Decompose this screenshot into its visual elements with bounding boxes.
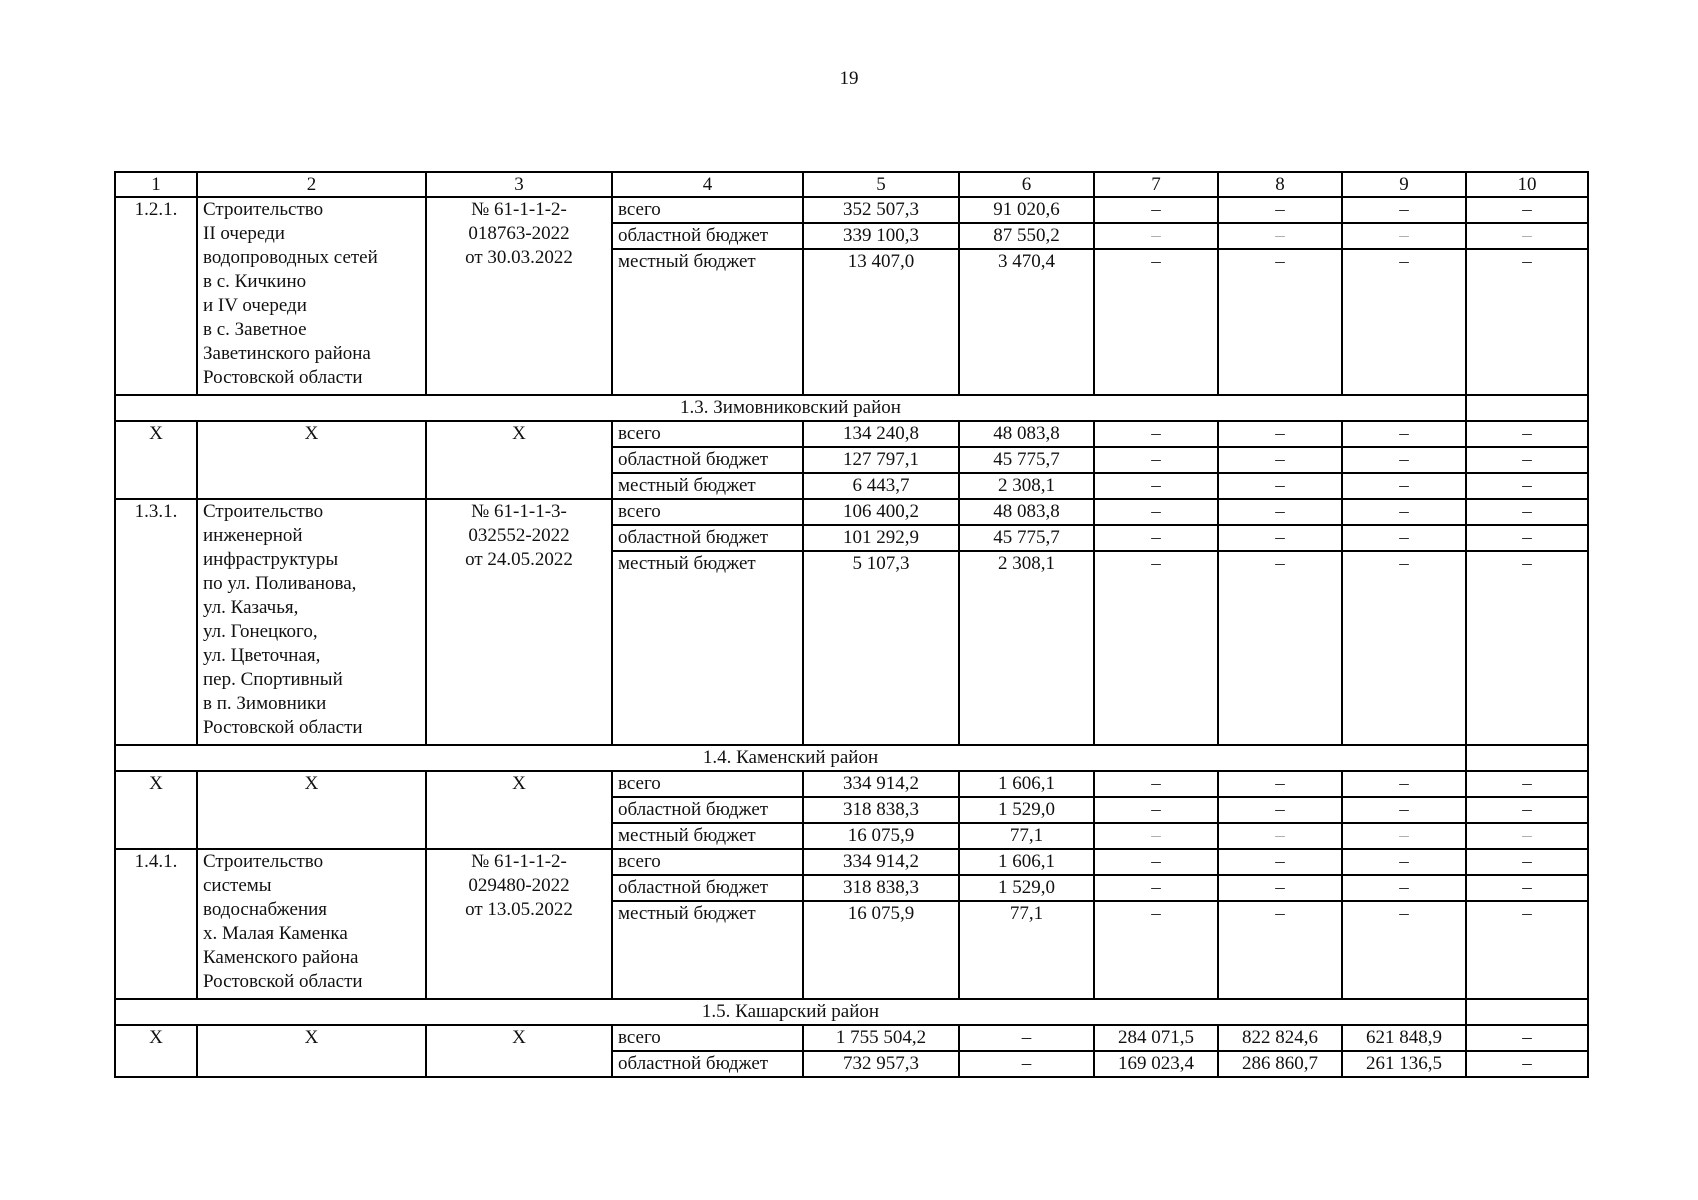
dash-cell: – (1342, 197, 1466, 223)
value-cell: 5 107,3 (803, 551, 959, 745)
dash-cell: – (1466, 473, 1588, 499)
value-cell: 1 755 504,2 (803, 1025, 959, 1051)
budget-table (114, 171, 1589, 1078)
budget-label: всего (612, 499, 803, 525)
dash-cell: – (1094, 223, 1218, 249)
section-row (115, 395, 1588, 421)
section-title: 1.5. Кашарский район (115, 999, 1466, 1025)
empty-cell (1466, 999, 1588, 1025)
value-cell: 3 470,4 (959, 249, 1094, 395)
dash-cell: – (1466, 797, 1588, 823)
x-mark: Х (426, 771, 612, 849)
dash-cell: – (1218, 499, 1342, 525)
dash-cell: – (1218, 875, 1342, 901)
dash-cell: – (1466, 551, 1588, 745)
budget-label: всего (612, 849, 803, 875)
x-mark: Х (115, 421, 197, 499)
dash-cell: – (1466, 447, 1588, 473)
value-cell: 45 775,7 (959, 447, 1094, 473)
value-cell: 101 292,9 (803, 525, 959, 551)
col-header: 7 (1094, 172, 1218, 197)
table-row (115, 849, 1588, 875)
dash-cell: – (1218, 525, 1342, 551)
budget-label: местный бюджет (612, 901, 803, 999)
value-cell: 106 400,2 (803, 499, 959, 525)
dash-cell: – (1218, 849, 1342, 875)
value-cell: 134 240,8 (803, 421, 959, 447)
dash-cell: – (1218, 197, 1342, 223)
value-cell: 284 071,5 (1094, 1025, 1218, 1051)
col-header: 4 (612, 172, 803, 197)
section-title: 1.4. Каменский район (115, 745, 1466, 771)
dash-cell: – (1094, 771, 1218, 797)
x-mark: Х (197, 1025, 426, 1077)
dash-cell: – (1094, 447, 1218, 473)
value-cell: 1 529,0 (959, 875, 1094, 901)
empty-cell (1466, 745, 1588, 771)
empty-cell (1466, 395, 1588, 421)
budget-label: областной бюджет (612, 447, 803, 473)
budget-label: областной бюджет (612, 875, 803, 901)
value-cell: 1 606,1 (959, 771, 1094, 797)
dash-cell: – (1342, 551, 1466, 745)
dash-cell: – (1466, 421, 1588, 447)
value-cell: 339 100,3 (803, 223, 959, 249)
value-cell: 334 914,2 (803, 771, 959, 797)
dash-cell: – (1094, 499, 1218, 525)
dash-cell: – (1218, 823, 1342, 849)
col-header: 5 (803, 172, 959, 197)
budget-label: местный бюджет (612, 551, 803, 745)
value-cell: 1 529,0 (959, 797, 1094, 823)
dash-cell: – (1094, 901, 1218, 999)
value-cell: 732 957,3 (803, 1051, 959, 1077)
value-cell: 1 606,1 (959, 849, 1094, 875)
dash-cell: – (1342, 499, 1466, 525)
value-cell: 318 838,3 (803, 797, 959, 823)
x-mark: Х (115, 771, 197, 849)
value-cell: – (1466, 1051, 1588, 1077)
budget-label: всего (612, 197, 803, 223)
dash-cell: – (1218, 421, 1342, 447)
dash-cell: – (1218, 249, 1342, 395)
budget-label: всего (612, 421, 803, 447)
dash-cell: – (1466, 249, 1588, 395)
value-cell: – (1466, 1025, 1588, 1051)
dash-cell: – (1466, 823, 1588, 849)
value-cell: 318 838,3 (803, 875, 959, 901)
dash-cell: – (1466, 849, 1588, 875)
item-number: 1.2.1. (115, 197, 197, 395)
value-cell: 2 308,1 (959, 551, 1094, 745)
dash-cell: – (1466, 223, 1588, 249)
header-row (115, 172, 1588, 197)
dash-cell: – (1094, 473, 1218, 499)
col-header: 10 (1466, 172, 1588, 197)
value-cell: – (959, 1025, 1094, 1051)
item-document: № 61-1-1-2- 018763-2022 от 30.03.2022 (426, 197, 612, 395)
dash-cell: – (1094, 849, 1218, 875)
item-number: 1.4.1. (115, 849, 197, 999)
section-title: 1.3. Зимовниковский район (115, 395, 1466, 421)
dash-cell: – (1218, 223, 1342, 249)
value-cell: 45 775,7 (959, 525, 1094, 551)
item-number: 1.3.1. (115, 499, 197, 745)
value-cell: 2 308,1 (959, 473, 1094, 499)
col-header: 2 (197, 172, 426, 197)
value-cell: 87 550,2 (959, 223, 1094, 249)
dash-cell: – (1342, 223, 1466, 249)
item-document: № 61-1-1-2- 029480-2022 от 13.05.2022 (426, 849, 612, 999)
budget-label: областной бюджет (612, 223, 803, 249)
budget-label: областной бюджет (612, 525, 803, 551)
dash-cell: – (1218, 901, 1342, 999)
value-cell: 91 020,6 (959, 197, 1094, 223)
budget-label: областной бюджет (612, 797, 803, 823)
dash-cell: – (1342, 473, 1466, 499)
dash-cell: – (1094, 875, 1218, 901)
value-cell: 6 443,7 (803, 473, 959, 499)
table-row (115, 771, 1588, 797)
budget-label: местный бюджет (612, 823, 803, 849)
value-cell: 261 136,5 (1342, 1051, 1466, 1077)
budget-label: местный бюджет (612, 473, 803, 499)
dash-cell: – (1342, 849, 1466, 875)
col-header: 6 (959, 172, 1094, 197)
value-cell: 13 407,0 (803, 249, 959, 395)
dash-cell: – (1342, 421, 1466, 447)
value-cell: 169 023,4 (1094, 1051, 1218, 1077)
value-cell: 16 075,9 (803, 901, 959, 999)
dash-cell: – (1342, 901, 1466, 999)
dash-cell: – (1094, 823, 1218, 849)
dash-cell: – (1218, 447, 1342, 473)
dash-cell: – (1094, 249, 1218, 395)
dash-cell: – (1342, 771, 1466, 797)
dash-cell: – (1342, 875, 1466, 901)
value-cell: 352 507,3 (803, 197, 959, 223)
item-name: Строительство II очереди водопроводных сетей в с. Кичкино и IV очереди в с. Заветное Заветинского района Ростовской области (197, 197, 426, 395)
table-row (115, 197, 1588, 223)
col-header: 3 (426, 172, 612, 197)
budget-label: местный бюджет (612, 249, 803, 395)
dash-cell: – (1466, 197, 1588, 223)
x-mark: Х (197, 771, 426, 849)
dash-cell: – (1466, 875, 1588, 901)
value-cell: 621 848,9 (1342, 1025, 1466, 1051)
section-row (115, 999, 1588, 1025)
x-mark: Х (426, 1025, 612, 1077)
value-cell: 77,1 (959, 901, 1094, 999)
value-cell: 77,1 (959, 823, 1094, 849)
x-mark: Х (197, 421, 426, 499)
x-mark: Х (115, 1025, 197, 1077)
table-row (115, 421, 1588, 447)
page-number: 19 (839, 68, 859, 89)
budget-label: всего (612, 1025, 803, 1051)
dash-cell: – (1094, 797, 1218, 823)
dash-cell: – (1094, 421, 1218, 447)
dash-cell: – (1094, 525, 1218, 551)
dash-cell: – (1218, 551, 1342, 745)
table-row (115, 499, 1588, 525)
value-cell: 48 083,8 (959, 499, 1094, 525)
dash-cell: – (1342, 447, 1466, 473)
col-header: 8 (1218, 172, 1342, 197)
dash-cell: – (1342, 797, 1466, 823)
budget-label: областной бюджет (612, 1051, 803, 1077)
col-header: 9 (1342, 172, 1466, 197)
item-document: № 61-1-1-3- 032552-2022 от 24.05.2022 (426, 499, 612, 745)
section-row (115, 745, 1588, 771)
x-mark: Х (426, 421, 612, 499)
value-cell: 334 914,2 (803, 849, 959, 875)
dash-cell: – (1466, 525, 1588, 551)
value-cell: 822 824,6 (1218, 1025, 1342, 1051)
value-cell: – (959, 1051, 1094, 1077)
dash-cell: – (1342, 525, 1466, 551)
dash-cell: – (1342, 823, 1466, 849)
item-name: Строительство инженерной инфраструктуры по ул. Поливанова, ул. Казачья, ул. Гонецкого, ул. Цветочная, пер. Спортивный в п. Зимовники Ростовской области (197, 499, 426, 745)
value-cell: 286 860,7 (1218, 1051, 1342, 1077)
dash-cell: – (1094, 197, 1218, 223)
dash-cell: – (1218, 797, 1342, 823)
dash-cell: – (1094, 551, 1218, 745)
col-header: 1 (115, 172, 197, 197)
item-name: Строительство системы водоснабжения х. Малая Каменка Каменского района Ростовской области (197, 849, 426, 999)
budget-label: всего (612, 771, 803, 797)
dash-cell: – (1466, 771, 1588, 797)
dash-cell: – (1218, 771, 1342, 797)
dash-cell: – (1218, 473, 1342, 499)
value-cell: 127 797,1 (803, 447, 959, 473)
dash-cell: – (1466, 499, 1588, 525)
table-row (115, 1025, 1588, 1051)
value-cell: 48 083,8 (959, 421, 1094, 447)
value-cell: 16 075,9 (803, 823, 959, 849)
dash-cell: – (1466, 901, 1588, 999)
dash-cell: – (1342, 249, 1466, 395)
